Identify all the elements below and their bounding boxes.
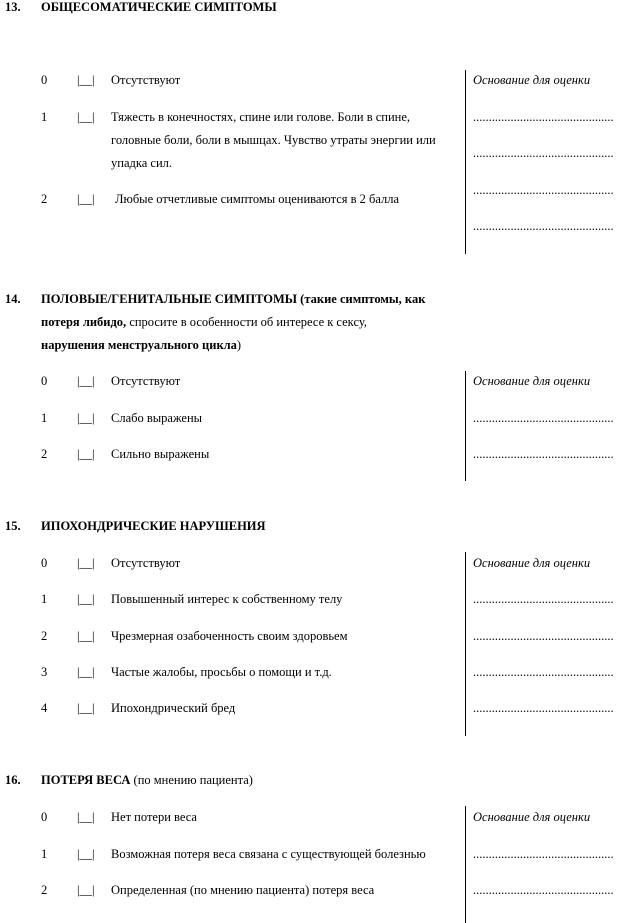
score-checkbox[interactable]: |__| bbox=[77, 411, 95, 425]
score-checkbox[interactable]: |__| bbox=[77, 447, 95, 461]
score-label: 1 bbox=[41, 110, 48, 124]
score-description: Отсутствуют bbox=[111, 73, 181, 87]
score-label: 0 bbox=[41, 73, 48, 87]
section-14-title-plain: ) bbox=[236, 338, 242, 352]
section-16-title-note: (по мнению пациента) bbox=[130, 773, 253, 787]
score-description-line: Тяжесть в конечностях, спине или голове. Боли в спине, bbox=[111, 110, 411, 124]
section-15-number: 15. bbox=[5, 519, 21, 533]
score-checkbox[interactable]: |__| bbox=[77, 374, 95, 388]
section-14-title-bold: потеря либидо, bbox=[41, 315, 127, 329]
score-label: 2 bbox=[41, 447, 48, 461]
score-description: Частые жалобы, просьбы о помощи и т.д. bbox=[111, 665, 332, 679]
score-label: 1 bbox=[41, 847, 48, 861]
section-16-divider bbox=[465, 806, 466, 923]
score-description-line: головные боли, боли в мышцах. Чувство утраты энергии или bbox=[111, 133, 436, 147]
score-description: Слабо выражены bbox=[111, 411, 203, 425]
section-14-number: 14. bbox=[5, 292, 21, 306]
score-description: Возможная потеря веса связана с существующей болезнью bbox=[111, 847, 426, 861]
score-label: 1 bbox=[41, 411, 48, 425]
section-15-basis-line[interactable]: ............................................. bbox=[473, 592, 614, 606]
section-16-number: 16. bbox=[5, 773, 21, 787]
section-16-basis-label: Основание для оценки bbox=[473, 810, 591, 824]
score-description: Сильно выражены bbox=[111, 447, 210, 461]
section-15-basis-line[interactable]: ............................................. bbox=[473, 629, 614, 643]
section-13-divider bbox=[465, 70, 466, 254]
section-13-basis-label: Основание для оценки bbox=[473, 73, 591, 87]
section-13-basis-line[interactable]: ............................................. bbox=[473, 183, 614, 197]
section-16-title-line bbox=[41, 773, 253, 788]
section-15-basis-line[interactable]: ............................................. bbox=[473, 665, 614, 679]
section-14-basis-line[interactable]: ............................................. bbox=[473, 411, 614, 425]
section-13-basis-line[interactable]: ............................................. bbox=[473, 110, 614, 124]
score-label: 4 bbox=[41, 701, 48, 715]
section-16-basis-line[interactable]: ............................................. bbox=[473, 847, 614, 861]
section-15-basis-label: Основание для оценки bbox=[473, 556, 591, 570]
score-description: Любые отчетливые симптомы оцениваются в 2 балла bbox=[115, 192, 400, 206]
section-14-title-plain: спросите в особенности об интересе к сексу, bbox=[126, 315, 367, 329]
score-description: Повышенный интерес к собственному телу bbox=[111, 592, 343, 606]
section-16-title: ПОТЕРЯ ВЕСА bbox=[41, 773, 131, 787]
section-14-title-line1 bbox=[41, 292, 425, 307]
score-label: 2 bbox=[41, 883, 48, 897]
score-label: 1 bbox=[41, 592, 48, 606]
section-15-title: ИПОХОНДРИЧЕСКИЕ НАРУШЕНИЯ bbox=[41, 519, 266, 533]
score-label: 2 bbox=[41, 629, 48, 643]
score-checkbox[interactable]: |__| bbox=[77, 73, 95, 87]
score-label: 0 bbox=[41, 810, 48, 824]
score-label: 0 bbox=[41, 374, 48, 388]
section-14-title-line2 bbox=[41, 315, 367, 330]
score-checkbox[interactable]: |__| bbox=[77, 592, 95, 606]
score-checkbox[interactable]: |__| bbox=[77, 701, 95, 715]
score-checkbox[interactable]: |__| bbox=[77, 192, 95, 206]
score-label: 2 bbox=[41, 192, 48, 206]
score-description: Определенная (по мнению пациента) потеря веса bbox=[111, 883, 375, 897]
score-description: Отсутствуют bbox=[111, 374, 181, 388]
section-13-basis-line[interactable]: ............................................. bbox=[473, 219, 614, 233]
score-checkbox[interactable]: |__| bbox=[77, 556, 95, 570]
section-13-basis-line[interactable]: ............................................. bbox=[473, 146, 614, 160]
score-checkbox[interactable]: |__| bbox=[77, 110, 95, 124]
section-14-title-line3 bbox=[41, 338, 241, 353]
section-15-basis-line[interactable]: ............................................. bbox=[473, 701, 614, 715]
score-label: 0 bbox=[41, 556, 48, 570]
section-13-title: ОБЩЕСОМАТИЧЕСКИЕ СИМПТОМЫ bbox=[41, 0, 277, 14]
section-15-divider bbox=[465, 552, 466, 736]
score-description-line: упадка сил. bbox=[111, 156, 173, 170]
section-14-divider bbox=[465, 371, 466, 481]
score-description: Нет потери веса bbox=[111, 810, 197, 824]
score-description: Ипохондрический бред bbox=[111, 701, 236, 715]
section-14-title-bold: нарушения менструального цикла bbox=[41, 338, 237, 352]
section-14-title-note: (такие симптомы, как bbox=[297, 292, 426, 306]
score-checkbox[interactable]: |__| bbox=[77, 810, 95, 824]
score-checkbox[interactable]: |__| bbox=[77, 847, 95, 861]
score-checkbox[interactable]: |__| bbox=[77, 665, 95, 679]
score-description: Отсутствуют bbox=[111, 556, 181, 570]
section-14-basis-label: Основание для оценки bbox=[473, 374, 591, 388]
section-16-basis-line[interactable]: ............................................. bbox=[473, 883, 614, 897]
score-checkbox[interactable]: |__| bbox=[77, 629, 95, 643]
section-14-title: ПОЛОВЫЕ/ГЕНИТАЛЬНЫЕ СИМПТОМЫ bbox=[41, 292, 298, 306]
section-14-basis-line[interactable]: ............................................. bbox=[473, 447, 614, 461]
section-13-number: 13. bbox=[5, 0, 21, 14]
score-checkbox[interactable]: |__| bbox=[77, 883, 95, 897]
score-description: Чрезмерная озабоченность своим здоровьем bbox=[111, 629, 348, 643]
score-label: 3 bbox=[41, 665, 48, 679]
